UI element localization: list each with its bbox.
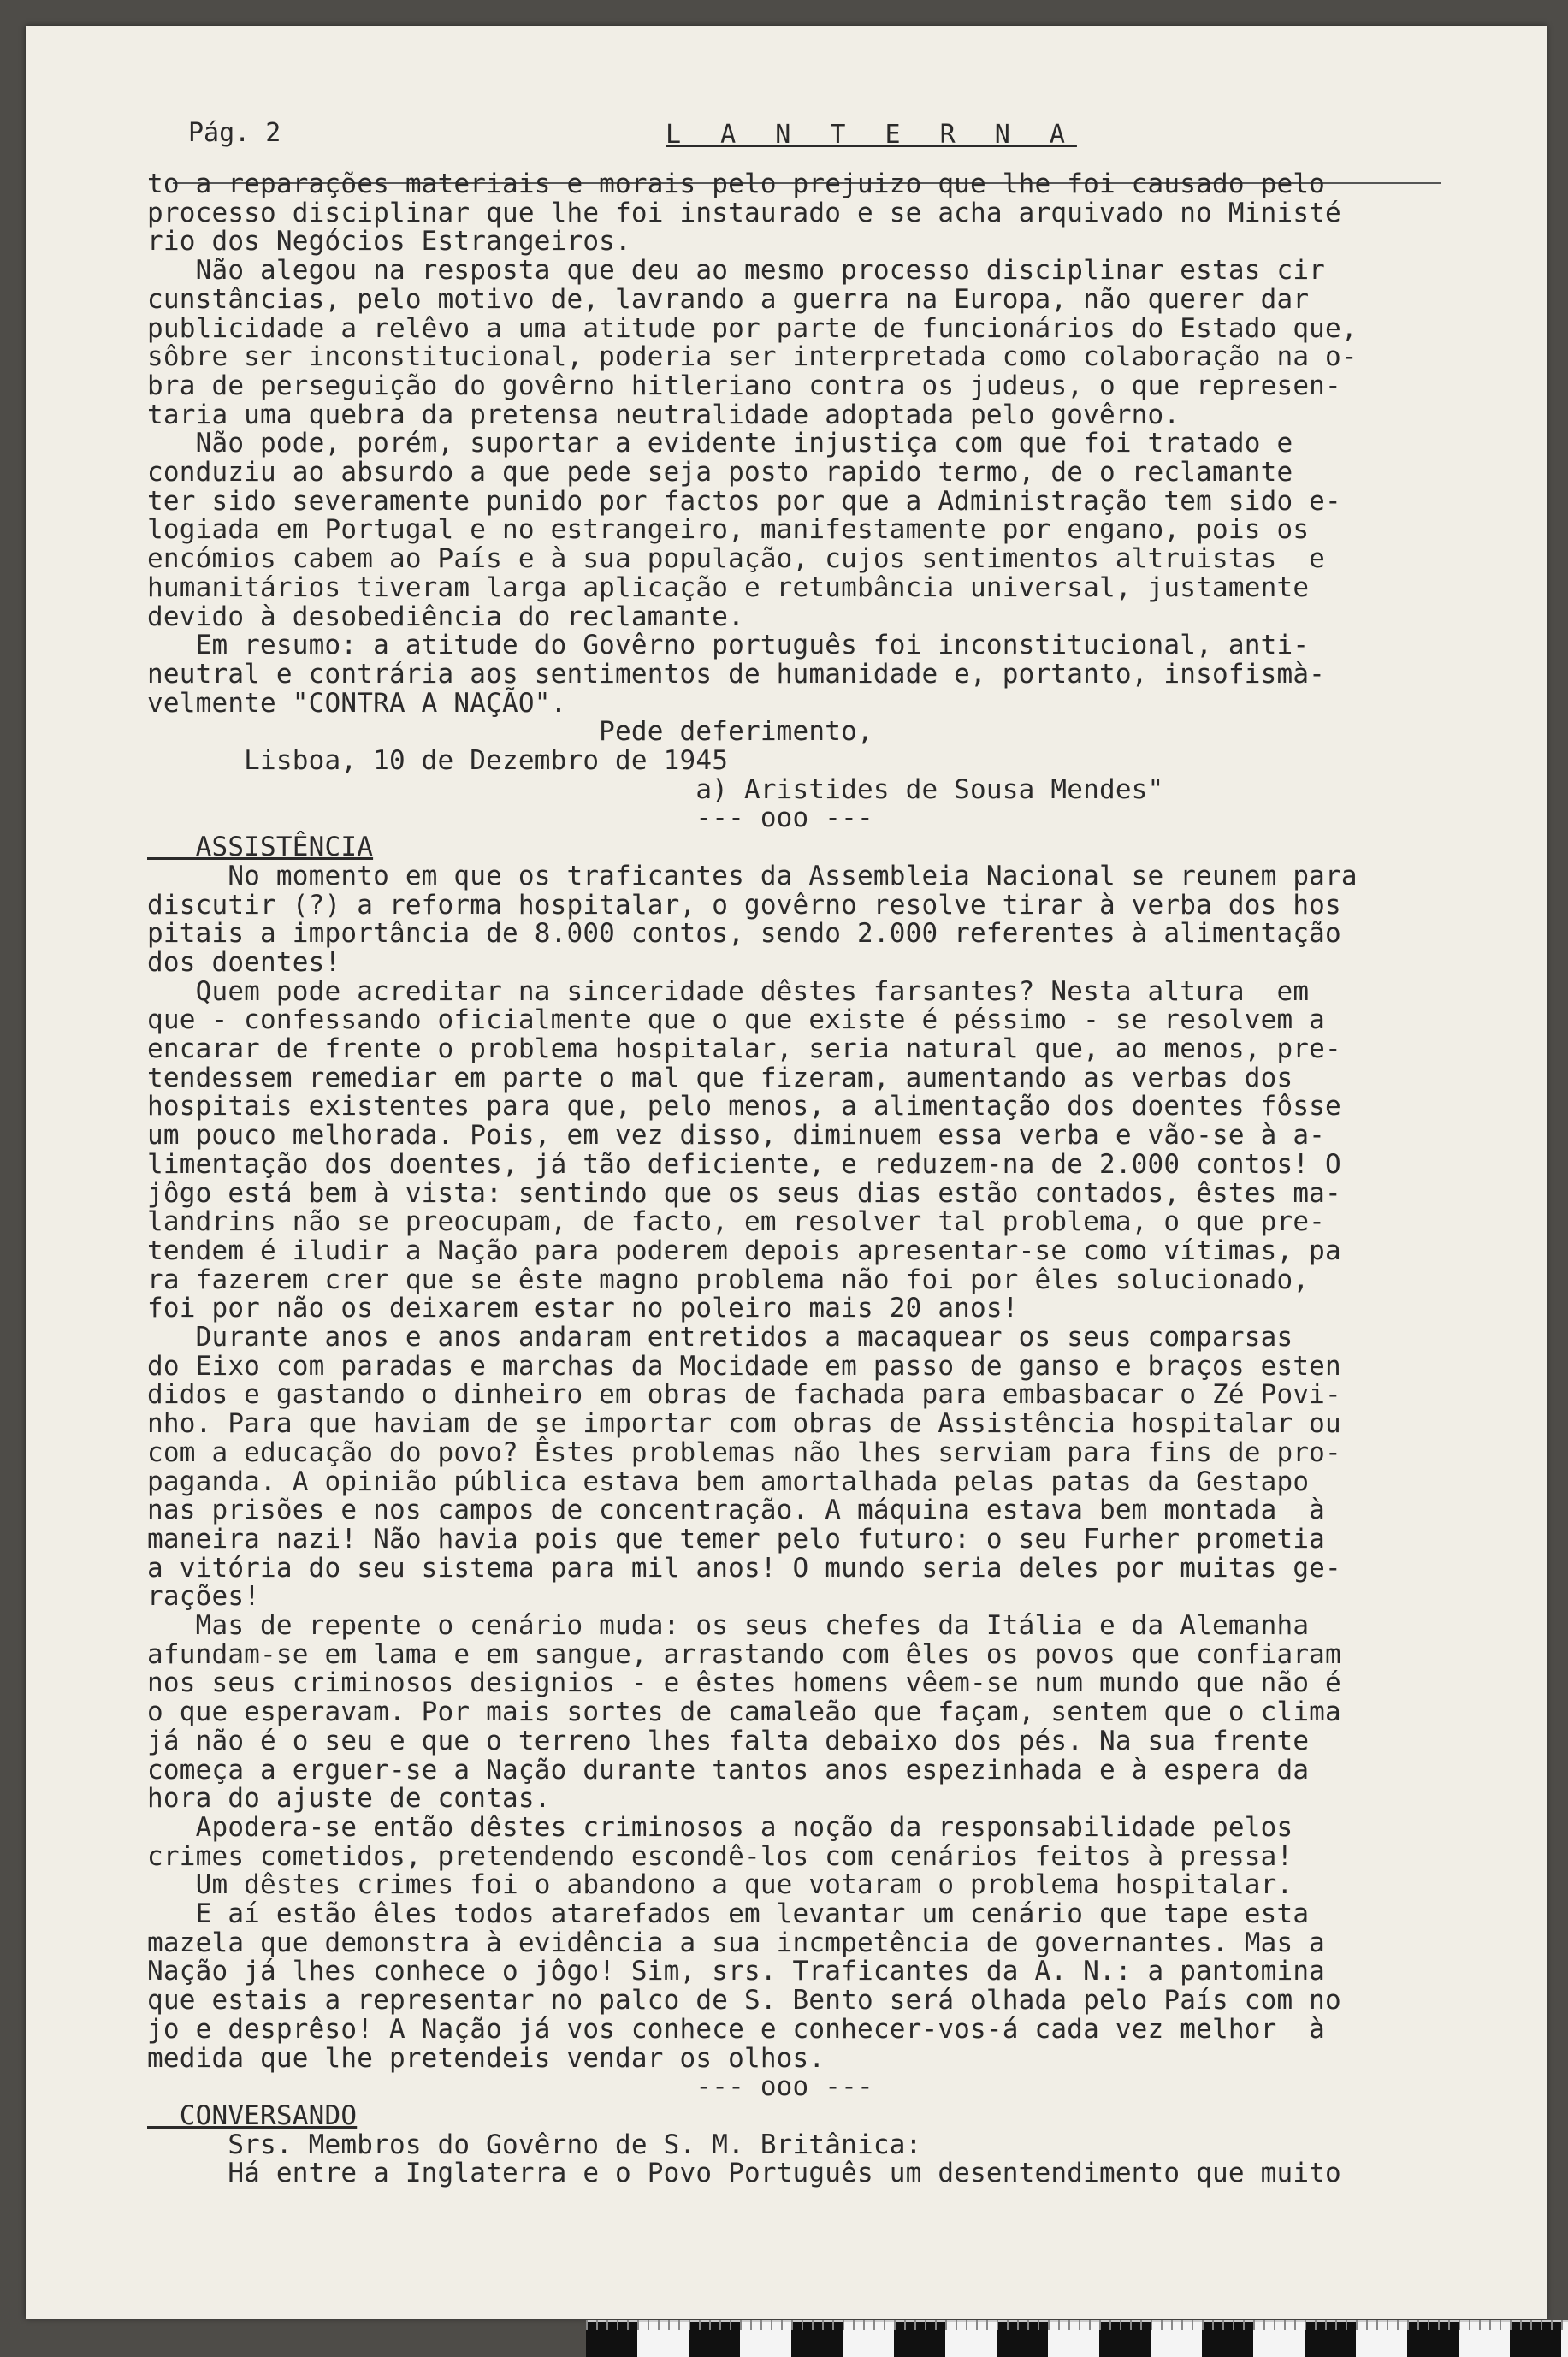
text-line: humanitários tiveram larga aplicação e retumbância universal, justamente [147,571,1310,603]
section-heading: ASSISTÊNCIA [147,832,374,863]
text-line: didos e gastando o dinheiro em obras de fachada para embasbacar o Zé Povi- [147,1379,1341,1411]
text-line: encómios cabem ao País e à sua população, cujos sentimentos altruistas e [147,543,1326,575]
newspaper-title: L A N T E R N A [666,120,1077,150]
text-line: Em resumo: a atitude do Govêrno português foi inconstitucional, anti- [147,630,1310,661]
section-heading: CONVERSANDO [147,2099,358,2131]
text-line: jôgo está bem à vista: sentindo que os seus dias estão contados, êstes ma- [147,1177,1341,1209]
text-line: to a reparações materiais e morais pelo prejuizo que lhe foi causado pelo [147,169,1326,199]
text-line: dos doentes! [147,946,341,978]
text-line: Há entre a Inglaterra e o Povo Português um desentendimento que muito [147,2158,1341,2189]
text-line: Quem pode acreditar na sinceridade dêstes farsantes? Nesta altura em [147,975,1310,1007]
text-line: sôbre ser inconstitucional, poderia ser interpretada como colaboração na o- [147,341,1358,373]
text-line: Nação já lhes conhece o jôgo! Sim, srs. Traficantes da A. N.: a pantomina [147,1956,1326,1987]
text-line: Lisboa, 10 de Dezembro de 1945 [147,745,729,776]
text-line: nos seus criminosos designios - e êstes homens vêem-se num mundo que não é [147,1667,1341,1699]
text-line: pitais a importância de 8.000 contos, sendo 2.000 referentes à alimentação [147,918,1341,950]
scale-ruler-ticks [586,2320,1568,2330]
text-line: a) Aristides de Sousa Mendes" [147,773,1164,805]
text-line: do Eixo com paradas e marchas da Mocidade em passo de ganso e braços esten [147,1350,1341,1382]
text-line: bra de perseguição do govêrno hitleriano contra os judeus, o que represen- [147,370,1341,401]
text-line: logiada em Portugal e no estrangeiro, manifestamente por engano, pois os [147,514,1310,546]
text-line: crimes cometidos, pretendendo escondê-los com cenários feitos à pressa! [147,1840,1293,1872]
page-number: Pág. 2 [188,118,281,148]
text-line: E aí estão êles todos atarefados em levantar um cenário que tape esta [147,1898,1310,1929]
text-line: cunstâncias, pelo motivo de, lavrando a guerra na Europa, não querer dar [147,283,1310,315]
text-line: paganda. A opinião pública estava bem amortalhada pelas patas da Gestapo [147,1466,1310,1497]
text-line: processo disciplinar que lhe foi instaurado e se acha arquivado no Ministé [147,197,1341,228]
text-line: --- ooo --- [147,2071,873,2103]
text-line: Durante anos e anos andaram entretidos a macaquear os seus comparsas [147,1322,1293,1353]
text-line: tendem é iludir a Nação para poderem depois apresentar-se como vítimas, pa [147,1235,1341,1266]
text-line: mazela que demonstra à evidência a sua incmpetência de governantes. Mas a [147,1927,1326,1958]
text-line: o que esperavam. Por mais sortes de camaleão que façam, sentem que o clima [147,1697,1341,1728]
text-line: que - confessando oficialmente que o que existe é péssimo - se resolvem a [147,1004,1326,1036]
text-line: devido à desobediência do reclamante. [147,601,744,632]
text-line: já não é o seu e que o terreno lhes falta debaixo dos pés. Na sua frente [147,1725,1310,1756]
text-line: encarar de frente o problema hospitalar, seria natural que, ao menos, pre- [147,1033,1341,1064]
text-line: com a educação do povo? Êstes problemas não lhes serviam para fins de pro- [147,1436,1341,1468]
text-line: Mas de repente o cenário muda: os seus chefes da Itália e da Alemanha [147,1610,1310,1641]
text-line: Srs. Membros do Govêrno de S. M. Britânica: [147,2129,922,2160]
text-line: medida que lhe pretendeis vendar os olhos. [147,2042,825,2074]
text-line: foi por não os deixarem estar no poleiro mais 20 anos! [147,1293,1019,1324]
text-line: nho. Para que haviam de se importar com obras de Assistência hospitalar ou [147,1408,1341,1440]
text-line: No momento em que os traficantes da Assembleia Nacional se reunem para [147,860,1358,891]
text-line: Apodera-se então dêstes criminosos a noção da responsabilidade pelos [147,1811,1293,1843]
text-line: conduziu ao absurdo a que pede seja posto rapido termo, de o reclamante [147,457,1293,488]
text-line: afundam-se em lama e em sangue, arrastando com êles os povos que confiaram [147,1638,1341,1670]
text-line: landrins não se preocupam, de facto, em resolver tal problema, o que pre- [147,1206,1326,1238]
text-line: velmente "CONTRA A NAÇÃO". [147,687,567,719]
text-line: a vitória do seu sistema para mil anos! O mundo seria deles por muitas ge- [147,1552,1341,1584]
text-line: rações! [147,1581,261,1613]
text-line: hospitais existentes para que, pelo menos, a alimentação dos doentes fôsse [147,1091,1341,1122]
text-line: --- ooo --- [147,802,873,834]
text-line: Não alegou na resposta que deu ao mesmo processo disciplinar estas cir [147,255,1326,287]
text-line: um pouco melhorada. Pois, em vez disso, diminuem essa verba e vão-se à a- [147,1120,1326,1152]
text-line: rio dos Negócios Estrangeiros. [147,226,631,258]
text-line: começa a erguer-se a Nação durante tantos anos espezinhada e à espera da [147,1754,1310,1786]
text-line: hora do ajuste de contas. [147,1783,551,1815]
text-line: Um dêstes crimes foi o abandono a que votaram o problema hospitalar. [147,1869,1293,1901]
text-line: jo e desprêso! A Nação já vos conhece e conhecer-vos-á cada vez melhor à [147,2013,1326,2045]
text-line: que estais a representar no palco de S. Bento será olhada pelo País com no [147,1985,1341,2016]
text-line: tendessem remediar em parte o mal que fizeram, aumentando as verbas dos [147,1062,1293,1093]
text-line: maneira nazi! Não havia pois que temer pelo futuro: o seu Furher prometia [147,1523,1326,1555]
text-line: Pede deferimento, [147,716,873,748]
text-line: nas prisões e nos campos de concentração. A máquina estava bem montada à [147,1495,1326,1526]
text-line: publicidade a relêvo a uma atitude por parte de funcionários do Estado que, [147,312,1358,344]
text-line: taria uma quebra da pretensa neutralidade adoptada pelo govêrno. [147,399,1180,430]
text-line: discutir (?) a reforma hospitalar, o govêrno resolve tirar à verba dos hos [147,889,1341,921]
text-line: neutral e contrária aos sentimentos de humanidade e, portanto, insofismà- [147,658,1326,690]
document-page [26,26,1547,2319]
text-line: limentação dos doentes, já tão deficiente, e reduzem-na de 2.000 contos! O [147,1148,1341,1180]
text-line: ter sido severamente punido por factos por que a Administração tem sido e- [147,485,1341,517]
text-line: Não pode, porém, suportar a evidente injustiça com que foi tratado e [147,428,1293,459]
text-line: ra fazerem crer que se êste magno problema não foi por êles solucionado, [147,1264,1310,1295]
